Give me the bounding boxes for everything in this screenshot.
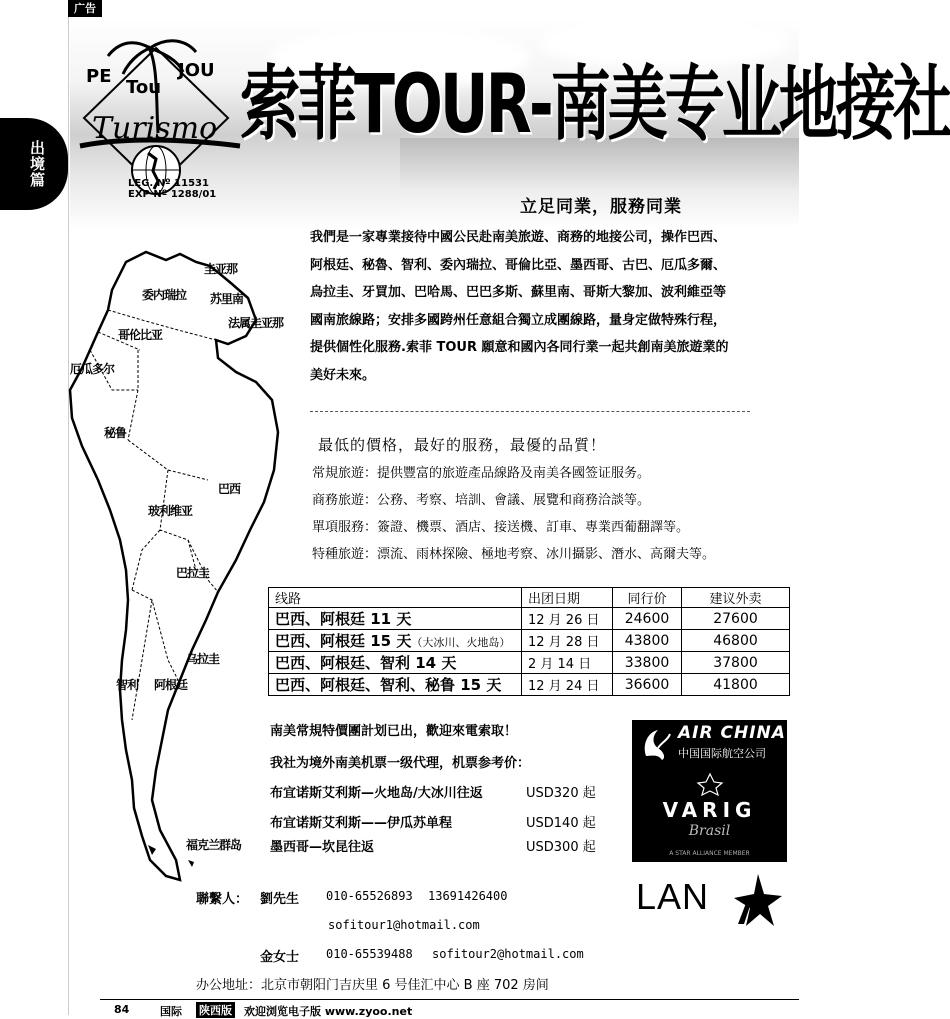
dashed-divider <box>310 411 750 412</box>
map-label-paraguay: 巴拉圭 <box>176 566 210 580</box>
map-label-bolivia: 玻利维亚 <box>148 504 193 518</box>
date-cell: 12 月 24 日 <box>522 674 613 696</box>
license-line: EXP Nº 1288/01 <box>128 189 217 200</box>
map-label-suriname: 苏里南 <box>210 292 244 306</box>
varig-logo <box>632 766 787 862</box>
ticket-price: USD320 起 <box>526 786 596 801</box>
varig-name: VARIG <box>662 798 757 822</box>
table-header: 出团日期 <box>522 588 613 608</box>
map-label-venezuela: 委内瑞拉 <box>142 288 187 302</box>
intro-line: 美好未來。 <box>310 367 376 383</box>
ticket-route: 布宜诺斯艾利斯——伊瓜苏单程 <box>270 816 453 831</box>
date-cell: 12 月 28 日 <box>522 630 613 652</box>
south-america-map <box>68 240 284 880</box>
trade-price-cell: 43800 <box>613 630 682 652</box>
ticket-notice: 南美常規特價團計划已出，歡迎來電索取！ <box>270 724 518 739</box>
route-name: 巴西、阿根廷 11 天 <box>275 610 412 628</box>
trade-price-cell: 33800 <box>613 652 682 674</box>
service-item: 單項服務：簽證、機票、酒店、接送機、訂車、專業西葡翻譯等。 <box>312 520 690 535</box>
page-number: 84 <box>114 1003 130 1016</box>
map-label-fr-guiana: 法属圭亚那 <box>228 316 284 330</box>
intro-line: 國南旅線路；安排多國跨州任意組合獨立成團線路，量身定做特殊行程， <box>310 312 727 328</box>
ad-tag: 广告 <box>68 0 102 17</box>
star-alliance-icon <box>684 772 736 796</box>
section-side-tab <box>0 118 68 210</box>
svg-text:Tou: Tou <box>126 77 162 98</box>
slogan: 最低的價格，最好的服務，最優的品質！ <box>318 436 607 454</box>
page-footer <box>100 999 799 1018</box>
ticket-price: USD300 起 <box>526 840 596 855</box>
service-item: 商務旅遊：公務、考察、培訓、會議、展覽和商務洽談等。 <box>312 493 651 508</box>
table-row <box>269 608 790 630</box>
route-name: 巴西、阿根廷、智利 14 天 <box>275 654 457 672</box>
ticket-price: USD140 起 <box>526 816 596 831</box>
footer-section: 国际 <box>160 1005 182 1018</box>
lan-name: LAN <box>636 876 710 917</box>
ticket-route: 墨西哥—坎昆往返 <box>270 840 375 855</box>
route-name: 巴西、阿根廷、智利、秘鲁 15 天 <box>275 676 502 694</box>
service-item: 特種旅遊：漂流、雨林探險、極地考察、冰川攝影、潛水、高爾夫等。 <box>312 547 716 562</box>
retail-price-cell: 37800 <box>682 652 790 674</box>
map-label-ecuador: 厄瓜多尔 <box>70 362 115 376</box>
route-note: （大冰川、火地岛） <box>411 636 511 649</box>
contact-mr-phone: 010-65526893 <box>326 889 413 903</box>
route-cell <box>269 608 522 630</box>
ticket-agent-note: 我社为境外南美机票一级代理，机票参考价： <box>270 756 531 771</box>
price-table <box>268 587 790 696</box>
date-cell: 12 月 26 日 <box>522 608 613 630</box>
route-name: 巴西、阿根廷 15 天 <box>275 632 412 650</box>
table-row <box>269 674 790 696</box>
route-cell <box>269 674 522 696</box>
table-row <box>269 630 790 652</box>
map-label-falklands: 福克兰群岛 <box>186 838 242 852</box>
air-china-name: AIR CHINA <box>678 723 786 743</box>
contact-mr-mobile: 13691426400 <box>428 889 508 903</box>
svg-text:Turismo: Turismo <box>92 111 218 146</box>
license-numbers <box>128 178 216 200</box>
route-cell <box>269 630 522 652</box>
table-header-row <box>269 588 790 608</box>
ticket-route: 布宜诺斯艾利斯—火地岛/大冰川往返 <box>270 786 483 801</box>
contact-ms-name: 金女士 <box>260 950 300 965</box>
phoenix-icon <box>640 726 672 762</box>
table-header: 同行价 <box>613 588 682 608</box>
map-label-brazil: 巴西 <box>218 482 241 496</box>
ad-title: 索菲TOUR-南美专业地接社 <box>240 57 950 153</box>
map-label-uruguay: 乌拉圭 <box>186 652 220 666</box>
services-list <box>312 460 792 568</box>
lan-star-icon <box>724 872 784 928</box>
tagline: 立足同業，服務同業 <box>520 197 682 217</box>
trade-price-cell: 24600 <box>613 608 682 630</box>
map-label-colombia: 哥伦比亚 <box>118 328 163 342</box>
retail-price-cell: 46800 <box>682 630 790 652</box>
trade-price-cell: 36600 <box>613 674 682 696</box>
intro-line: 烏拉圭、牙買加、巴哈馬、巴巴多斯、蘇里南、哥斯大黎加、波利維亞等 <box>310 285 727 301</box>
varig-script: Brasil <box>688 823 731 839</box>
section-side-tab-label: 出境篇 <box>30 139 46 189</box>
intro-line: 阿根廷、秘魯、智利、委內瑞拉、哥倫比亞、墨西哥、古巴、厄瓜多爾、 <box>310 257 727 273</box>
map-label-peru: 秘鲁 <box>104 426 127 440</box>
star-alliance-text: A STAR ALLIANCE MEMBER <box>669 850 750 857</box>
edition-badge: 陕西版 <box>196 1002 235 1018</box>
map-outline <box>68 240 278 880</box>
service-item: 常規旅遊：提供豐富的旅遊產品線路及南美各國签证服务。 <box>312 466 651 481</box>
route-cell <box>269 652 522 674</box>
map-label-guyana: 圭亚那 <box>204 262 238 276</box>
retail-price-cell: 41800 <box>682 674 790 696</box>
table-row <box>269 652 790 674</box>
contact-label: 聯繫人： <box>196 892 249 907</box>
contact-mr-name: 劉先生 <box>260 892 300 907</box>
license-line: LEG. Nº 11531 <box>128 178 209 189</box>
date-cell: 2 月 14 日 <box>522 652 613 674</box>
contact-ms-email[interactable]: sofitour2@hotmail.com <box>432 947 584 961</box>
lan-logo <box>636 872 796 928</box>
intro-line: 提供個性化服務.索菲 TOUR 願意和國內各同行業一起共創南美旅遊業的 <box>310 340 729 356</box>
footer-website[interactable]: 欢迎浏览电子版 www.zyoo.net <box>244 1005 413 1018</box>
office-address: 办公地址：北京市朝阳门吉庆里 6 号佳汇中心 B 座 702 房间 <box>196 978 549 993</box>
table-header: 建议外卖 <box>682 588 790 608</box>
table-header: 线路 <box>269 588 522 608</box>
svg-text:JOU: JOU <box>178 60 215 81</box>
map-label-chile: 智利 <box>116 678 139 692</box>
svg-text:PE: PE <box>86 66 112 87</box>
contact-ms-phone: 010-65539488 <box>326 947 413 961</box>
intro-line: 我們是一家專業接待中國公民赴南美旅遊、商務的地接公司，操作巴西、 <box>310 230 727 245</box>
retail-price-cell: 27600 <box>682 608 790 630</box>
contact-mr-email[interactable]: sofitour1@hotmail.com <box>328 918 480 932</box>
air-china-cn-name: 中国国际航空公司 <box>678 747 766 760</box>
air-china-logo <box>632 720 787 766</box>
map-label-argentina: 阿根廷 <box>154 678 188 692</box>
intro-paragraph <box>310 224 785 390</box>
